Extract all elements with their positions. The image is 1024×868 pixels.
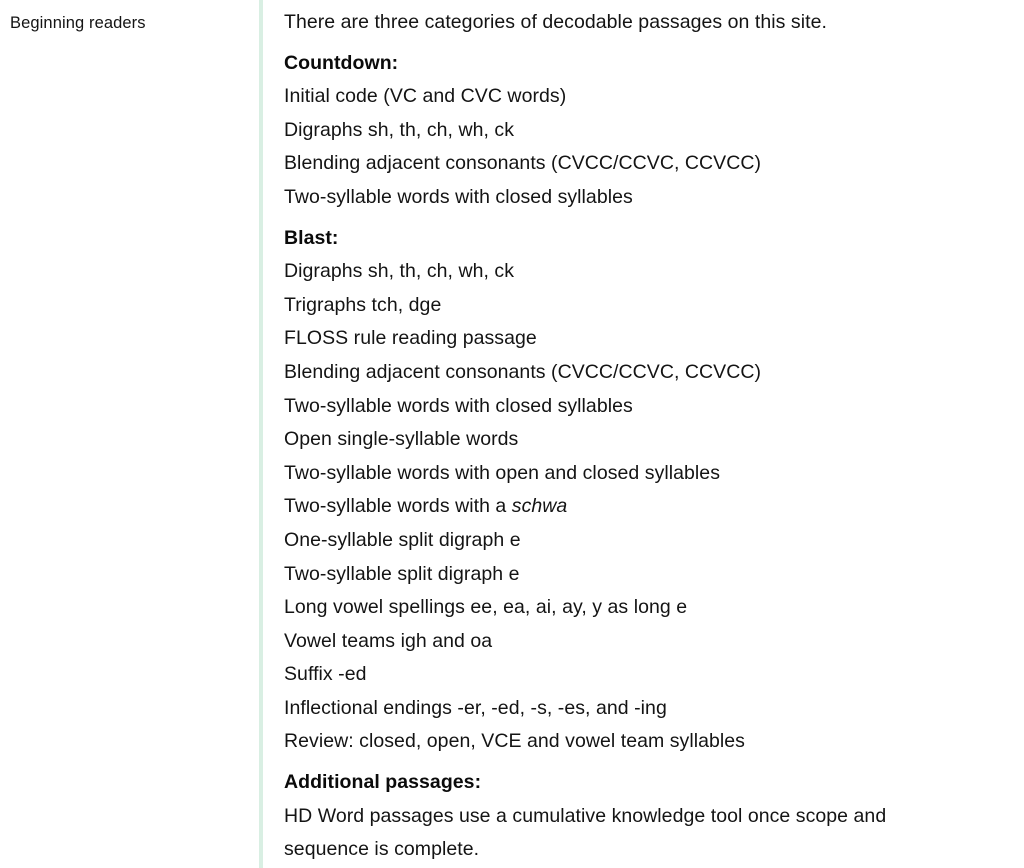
label-column xyxy=(0,0,259,34)
list-item: Review: closed, open, VCE and vowel team syllables xyxy=(284,730,745,753)
schwa-italic-word: schwa xyxy=(511,495,568,518)
list-item: Digraphs sh, th, ch, wh, ck xyxy=(284,260,515,283)
list-item: FLOSS rule reading passage xyxy=(284,327,537,350)
list-item: Two-syllable words with closed syllables xyxy=(284,185,633,208)
additional-passages-paragraph: HD Word passages use a cumulative knowledge tool once scope and sequence is complete. xyxy=(284,804,887,861)
list-item: Blending adjacent consonants (CVCC/CCVC, CCVCC) xyxy=(284,360,762,383)
section-blast xyxy=(284,222,970,760)
schwa-line-prefix: Two-syllable words with a xyxy=(284,495,512,518)
row-label: Beginning readers xyxy=(10,14,146,32)
list-item: Two-syllable words with open and closed syllables xyxy=(284,461,721,484)
list-item: One-syllable split digraph e xyxy=(284,528,521,551)
section-heading: Additional passages: xyxy=(284,771,482,794)
intro-text: There are three categories of decodable passages on this site. xyxy=(284,11,827,33)
list-item: Initial code (VC and CVC words) xyxy=(284,85,567,108)
list-item: Inflectional endings -er, -ed, -s, -es, and -ing xyxy=(284,696,667,719)
list-item: Long vowel spellings ee, ea, ai, ay, y as long e xyxy=(284,596,688,619)
section-heading: Blast: xyxy=(284,226,339,249)
content-column xyxy=(263,0,1024,867)
list-item: Digraphs sh, th, ch, wh, ck xyxy=(284,118,515,141)
list-item: Open single-syllable words xyxy=(284,428,519,451)
list-item: Suffix -ed xyxy=(284,663,367,686)
section-heading: Countdown: xyxy=(284,51,399,74)
list-item: Vowel teams igh and oa xyxy=(284,629,493,652)
list-item: Two-syllable words with closed syllables xyxy=(284,394,633,417)
list-item: Two-syllable split digraph e xyxy=(284,562,520,585)
section-additional-passages xyxy=(284,766,970,867)
section-countdown xyxy=(284,47,970,215)
list-item: Blending adjacent consonants (CVCC/CCVC, CCVCC) xyxy=(284,152,762,175)
list-item: Trigraphs tch, dge xyxy=(284,293,442,316)
list-item-schwa xyxy=(284,490,970,524)
